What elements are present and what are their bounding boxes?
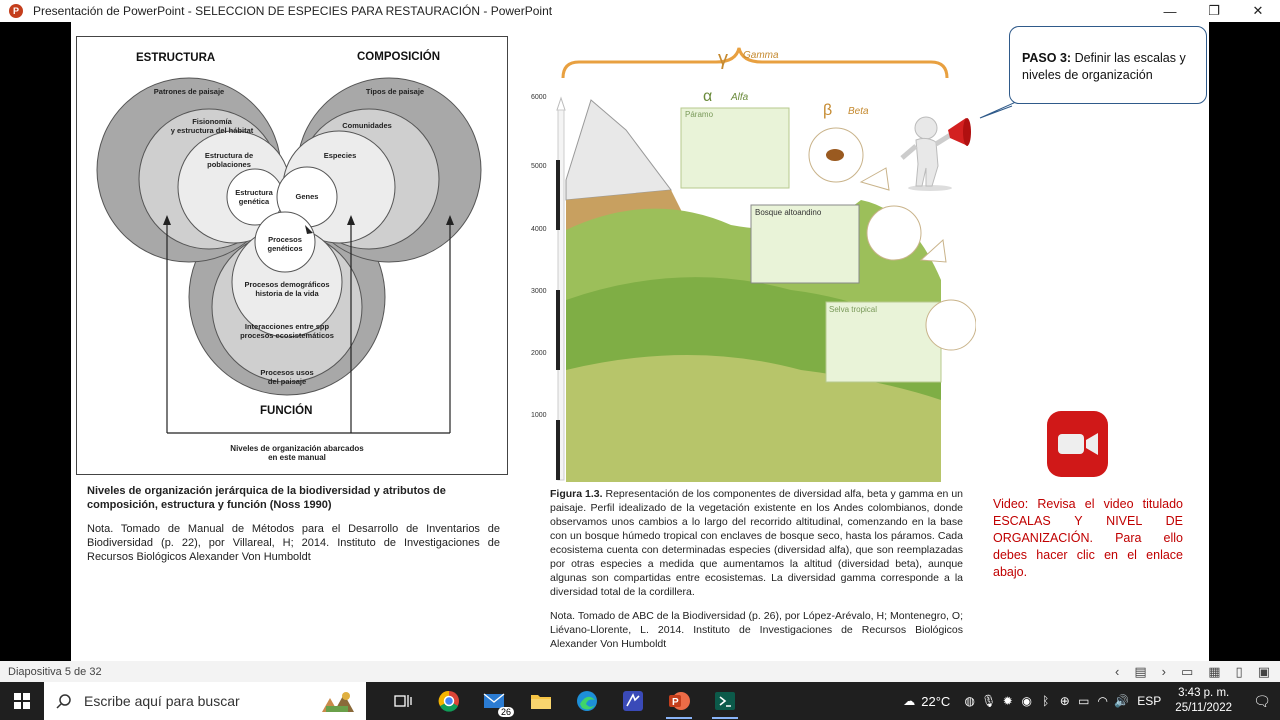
label-estructura-poblaciones: Estructura de poblaciones [204,151,254,169]
altitude-tick-2000: 2000 [531,350,547,357]
taskbar-chrome[interactable] [426,682,472,720]
windows-logo-icon [14,693,30,709]
figure2-caption-note: Nota. Tomado de ABC de la Biodiversidad (p. 26), por López-Arévalo, H; Montenegro, O; Liévano-Llorente, L. 2014. Instituto de Investigaciones de Recursos Biológicos Alexander Von Humboldt [550,610,963,650]
volume-icon[interactable]: 🔊 [1114,694,1130,708]
view-controls [1115,661,1270,682]
callout-pointer [976,100,1016,120]
label-estructura-genetica: Estructura genética [235,188,273,206]
label-patrones: Patrones de paisaje [153,87,225,96]
folder-icon [530,692,552,710]
figure1-caption-title: Niveles de organización jerárquica de la biodiversidad y atributos de composición, estructura y función (Noss 1990) [87,485,446,511]
altitude-tick-1000: 1000 [531,412,547,419]
label-procesos-geneticos: Procesos genéticos [267,235,303,253]
label-fisionomia: Fisionomía y estructura del hábitat [170,117,254,135]
taskbar-edge[interactable] [564,682,610,720]
slide-counter: Diapositiva 5 de 32 [8,665,102,678]
search-placeholder: Escribe aquí para buscar [84,693,240,709]
previous-slide-icon[interactable]: ‹ [1114,664,1120,679]
slide-sorter-icon[interactable]: ▦ [1208,663,1221,679]
windows-taskbar [0,682,1280,720]
clock-time: 3:43 p. m. [1178,687,1230,699]
video-instruction: Video: Revisa el video titulado ESCALAS Y NIVEL DE ORGANIZACIÓN. Para ello debes hacer clic en el enlace abajo. [993,497,1183,579]
taskbar-apps [380,682,748,720]
battery-icon[interactable]: ▭ [1078,694,1090,708]
bosque-altoandino-label: Bosque altoandino [755,208,822,217]
slideshow-view-icon[interactable]: ▣ [1257,663,1270,679]
label-especies: Especies [323,151,357,160]
svg-text:P: P [672,697,679,708]
powerpoint-app-icon: P [9,4,23,18]
presentation-stage [0,22,1280,661]
altitude-tick-5000: 5000 [531,163,547,170]
andes-diversity-illustration [531,40,976,482]
taskbar-terminal-app[interactable] [702,682,748,720]
weather-temperature[interactable]: 22°C [921,693,951,709]
wifi-icon[interactable]: ◠ [1097,694,1109,708]
language-indicator[interactable]: ESP [1137,694,1162,708]
label-comunidades: Comunidades [342,121,392,130]
edge-icon [576,690,598,712]
network-globe-icon[interactable]: ⊕ [1059,694,1070,708]
task-view-icon [394,693,412,709]
diagram-labels [77,37,507,474]
powerpoint-icon [668,690,690,712]
biodiversity-hierarchy-diagram [76,36,508,475]
notifications-icon[interactable]: 🗨 [1253,692,1271,709]
altitude-tick-4000: 4000 [531,226,547,233]
system-tray [903,682,1280,720]
taskbar-ink-app[interactable] [610,682,656,720]
alpha-label: Alfa [731,92,749,103]
status-bar [0,661,1280,682]
reading-view-icon[interactable]: ▯ [1235,663,1243,679]
maximize-button[interactable]: ❐ [1208,3,1220,18]
figure1-caption [87,484,500,564]
slide-menu-icon[interactable]: ▤ [1134,663,1147,679]
altitude-tick-3000: 3000 [531,288,547,295]
window-titlebar [0,0,1280,22]
label-procesos-demograficos: Procesos demográficos historia de la vida [244,280,330,298]
estructura-heading: ESTRUCTURA [136,52,216,64]
beta-symbol: β [823,102,833,119]
microphone-icon[interactable]: 🎙 [981,694,997,708]
label-niveles: Niveles de organización abarcados en este manual [230,444,364,462]
label-tipos: Tipos de paisaje [365,87,425,96]
search-icon [56,693,72,709]
close-button[interactable]: ✕ [1252,3,1264,18]
altitude-tick-6000: 6000 [531,94,547,101]
taskbar-clock[interactable] [1175,686,1232,716]
settings-gear-icon[interactable]: ✹ [1002,694,1013,708]
terminal-icon [714,690,736,712]
weather-cloud-icon[interactable]: ☁ [903,694,916,708]
start-button[interactable] [0,682,44,720]
slide-canvas[interactable] [71,22,1209,661]
gamma-label: Gamma [743,50,779,61]
paso3-callout[interactable]: PASO 3: Definir las escalas y niveles de organización [1009,26,1207,104]
figure1-caption-note: Nota. Tomado de Manual de Métodos para el Desarrollo de Inventarios de Biodiversidad (p. 22), por Villareal, H; 2014. Instituto de Investigaciones de Recursos Biológicos Alexander Von Humboldt [87,523,500,563]
alpha-symbol: α [703,88,713,105]
window-title: Presentación de PowerPoint - SELECCION DE ESPECIES PARA RESTAURACIÓN - PowerPoint [33,4,553,18]
taskbar-search-box[interactable] [44,682,366,720]
clock-date: 25/11/2022 [1175,702,1232,714]
taskbar-mail[interactable] [472,682,518,720]
taskbar-file-explorer[interactable] [518,682,564,720]
label-interacciones: Interacciones entre spp procesos ecosistemáticos [240,322,334,340]
beta-label: Beta [848,106,869,117]
video-camera-icon[interactable] [1046,410,1109,478]
task-view-button[interactable] [380,682,426,720]
selva-tropical-label: Selva tropical [829,305,878,314]
search-highlight-illustration-icon [316,686,360,716]
label-procesos-usos: Procesos usos del paisaje [260,368,314,386]
landscape-artwork [531,40,976,482]
teams-icon[interactable]: ◉ [1021,694,1033,708]
funcion-heading: FUNCIÓN [260,405,313,417]
normal-view-icon[interactable]: ▭ [1180,663,1194,679]
whiteboard-icon [622,690,644,712]
composicion-heading: COMPOSICIÓN [357,51,441,63]
mail-badge: 26 [498,707,514,717]
megaphone-presenter-icon [896,108,976,192]
gamma-symbol: γ [718,48,728,70]
chrome-icon [438,690,460,712]
minimize-button[interactable]: — [1163,3,1177,19]
next-slide-icon[interactable]: › [1161,664,1166,679]
figure2-caption-text: Figura 1.3. Representación de los componentes de diversidad alfa, beta y gamma en un paisaje. Perfil idealizado de la vegetación existente en los Andes colombianos, donde observamos unos cambios a lo largo del recorrido altitudinal, comenzando en la base con un bosque húmedo tropical con enclaves de bosque seco, hasta los páramos. Cada ecosistema cuenta con determinadas especies (diversidad alfa), que son reemplazadas por otras especies a medida que aumentamos la altitud (diversidad beta), aunque algunas son compartidas entre ecosistemas. La diversidad gamma corresponde a la diversidad total de la cordillera. [550,488,964,598]
taskbar-powerpoint[interactable] [656,682,702,720]
window-controls [1148,0,1280,22]
security-icon[interactable]: ◍ [964,694,976,708]
label-genes: Genes [295,192,319,201]
figure2-caption [550,487,963,651]
paramo-label: Páramo [685,110,714,119]
bluetooth-icon[interactable]: ᛒ [1042,694,1050,708]
